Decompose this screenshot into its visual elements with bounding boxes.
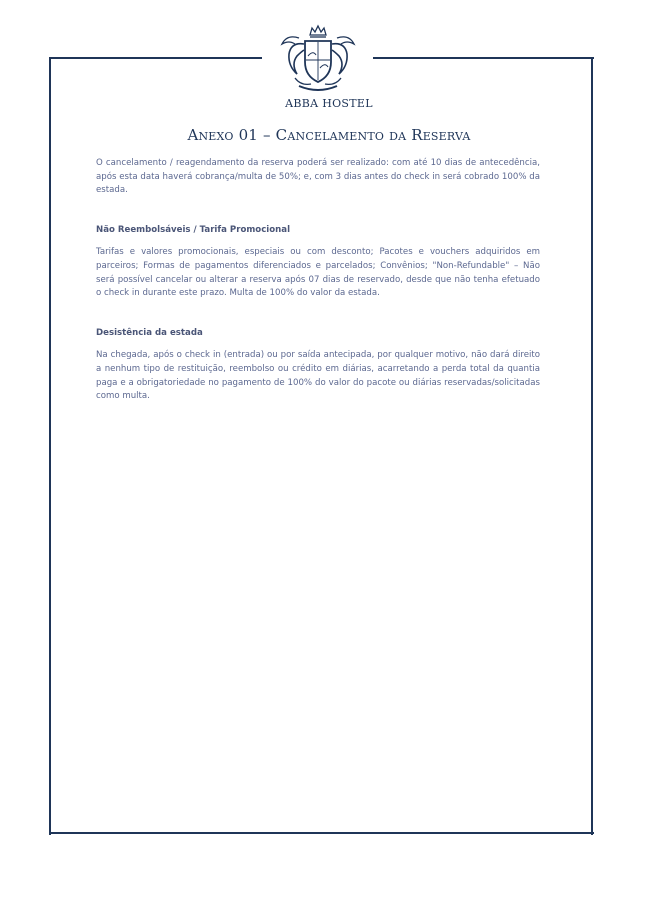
page-frame-bottom bbox=[49, 832, 594, 834]
page-frame-left bbox=[49, 57, 51, 835]
document-title: Anexo 01 – Cancelamento da Reserva bbox=[187, 126, 471, 144]
hostel-crest-logo bbox=[277, 22, 359, 98]
page-frame-top-left bbox=[49, 57, 262, 59]
page-frame-right bbox=[591, 57, 593, 835]
section-heading: Não Reembolsáveis / Tarifa Promocional bbox=[96, 224, 291, 235]
section-paragraph: Na chegada, após o check in (entrada) ou por saída antecipada, por qualquer motivo, não dará direito a nenhum tipo de restituição, reembolso ou crédito em diárias, acarretando a perda total da quantia paga e a obrigatoriedade no pagamento de 100% do valor do pacote ou diárias reservadas/solicitadas como multa. bbox=[96, 350, 540, 402]
section-paragraph: Tarifas e valores promocionais, especiais ou com desconto; Pacotes e vouchers adquiridos em parceiros; Formas de pagamentos diferenciados e parcelados; Convênios; "Non-Refundable" – Não será possível cancelar ou alterar a reserva após 07 dias de reservado, desde que não tenha efetuado o check in durante este prazo. Multa de 100% do valor da estada. bbox=[96, 247, 540, 299]
section-heading: Desistência da estada bbox=[96, 327, 203, 338]
intro-paragraph: O cancelamento / reagendamento da reserva poderá ser realizado: com até 10 dias de antecedência, após esta data haverá cobrança/multa de 50%; e, com 3 dias antes do check in será cobrado 100% da estada. bbox=[96, 158, 540, 196]
brand-name: ABBA HOSTEL bbox=[285, 97, 373, 110]
document-body bbox=[96, 157, 540, 404]
page-frame-top-right bbox=[373, 57, 594, 59]
